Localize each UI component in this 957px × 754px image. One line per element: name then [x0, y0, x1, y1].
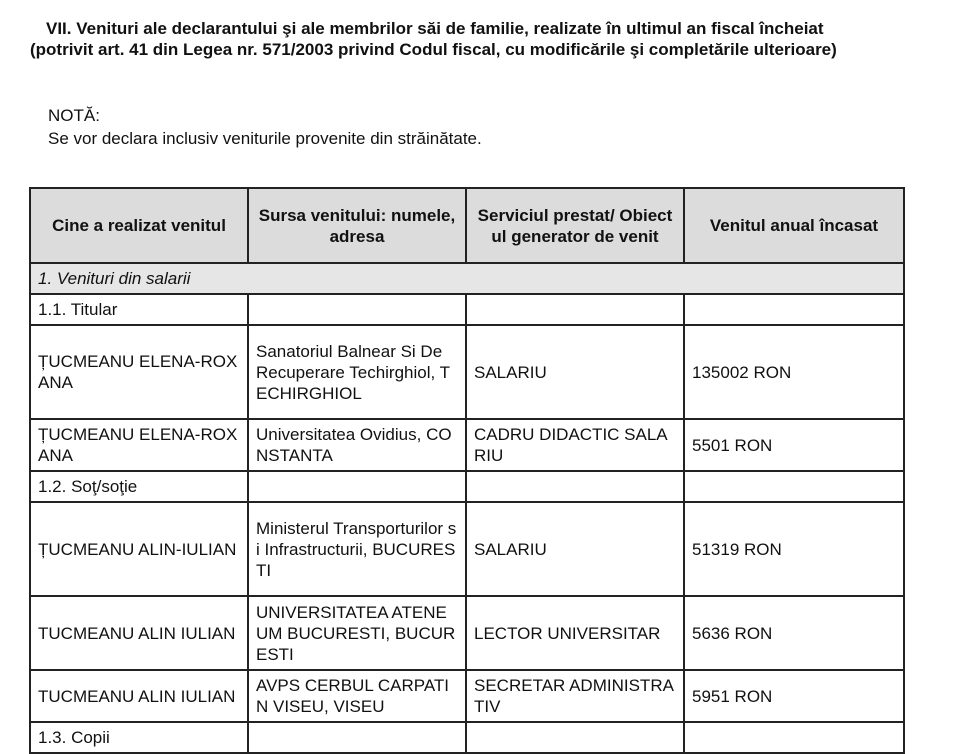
cell-service: LECTOR UNIVERSITAR [466, 596, 684, 670]
cell-income: 5501 RON [684, 419, 904, 471]
table-row [30, 596, 904, 670]
cell-service: SECRETAR ADMINISTRATIV [466, 670, 684, 722]
cell-who: TUCMEANU ALIN IULIAN [30, 596, 248, 670]
heading-line-2: (potrivit art. 41 din Legea nr. 571/2003 privind Codul fiscal, cu modificările şi completările ulterioare) [30, 40, 837, 59]
section-label: 1. Venituri din salarii [30, 263, 904, 294]
cell-source: Universitatea Ovidius, CONSTANTA [248, 419, 466, 471]
cell-source: Ministerul Transporturilor si Infrastructurii, BUCURESTI [248, 502, 466, 596]
cell-service: CADRU DIDACTIC SALARIU [466, 419, 684, 471]
note-title: NOTĂ: [48, 106, 100, 125]
cell-income: 135002 RON [684, 325, 904, 419]
cell-service: SALARIU [466, 502, 684, 596]
subsection-label: 1.3. Copii [30, 722, 248, 753]
table-row [30, 670, 904, 722]
section-row-salaries [30, 263, 904, 294]
header-who: Cine a realizat venitul [30, 188, 248, 263]
cell-who: ȚUCMEANU ELENA-ROXANA [30, 419, 248, 471]
table-row [30, 325, 904, 419]
cell-income: 51319 RON [684, 502, 904, 596]
cell-income: 5636 RON [684, 596, 904, 670]
income-table [29, 187, 905, 754]
cell-income: 5951 RON [684, 670, 904, 722]
subsection-row-children [30, 722, 904, 753]
table-row [30, 419, 904, 471]
header-service: Serviciul prestat/ Obiectul generator de venit [466, 188, 684, 263]
cell-who: ȚUCMEANU ELENA-ROXANA [30, 325, 248, 419]
heading-line-1: VII. Venituri ale declarantului şi ale membrilor săi de familie, realizate în ultimul an fiscal încheiat [46, 19, 824, 38]
note-block [48, 104, 482, 150]
section-heading [30, 18, 920, 60]
table-row [30, 502, 904, 596]
header-source: Sursa venitului: numele, adresa [248, 188, 466, 263]
subsection-row-spouse [30, 471, 904, 502]
header-annual-income: Venitul anual încasat [684, 188, 904, 263]
cell-who: ȚUCMEANU ALIN-IULIAN [30, 502, 248, 596]
cell-source: AVPS CERBUL CARPATIN VISEU, VISEU [248, 670, 466, 722]
table-header-row [30, 188, 904, 263]
subsection-row-titular [30, 294, 904, 325]
subsection-label: 1.1. Titular [30, 294, 248, 325]
subsection-label: 1.2. Soţ/soţie [30, 471, 248, 502]
cell-source: UNIVERSITATEA ATENEUM BUCURESTI, BUCURESTI [248, 596, 466, 670]
cell-source: Sanatoriul Balnear Si De Recuperare Techirghiol, TECHIRGHIOL [248, 325, 466, 419]
cell-who: TUCMEANU ALIN IULIAN [30, 670, 248, 722]
note-text: Se vor declara inclusiv veniturile provenite din străinătate. [48, 129, 482, 148]
cell-service: SALARIU [466, 325, 684, 419]
